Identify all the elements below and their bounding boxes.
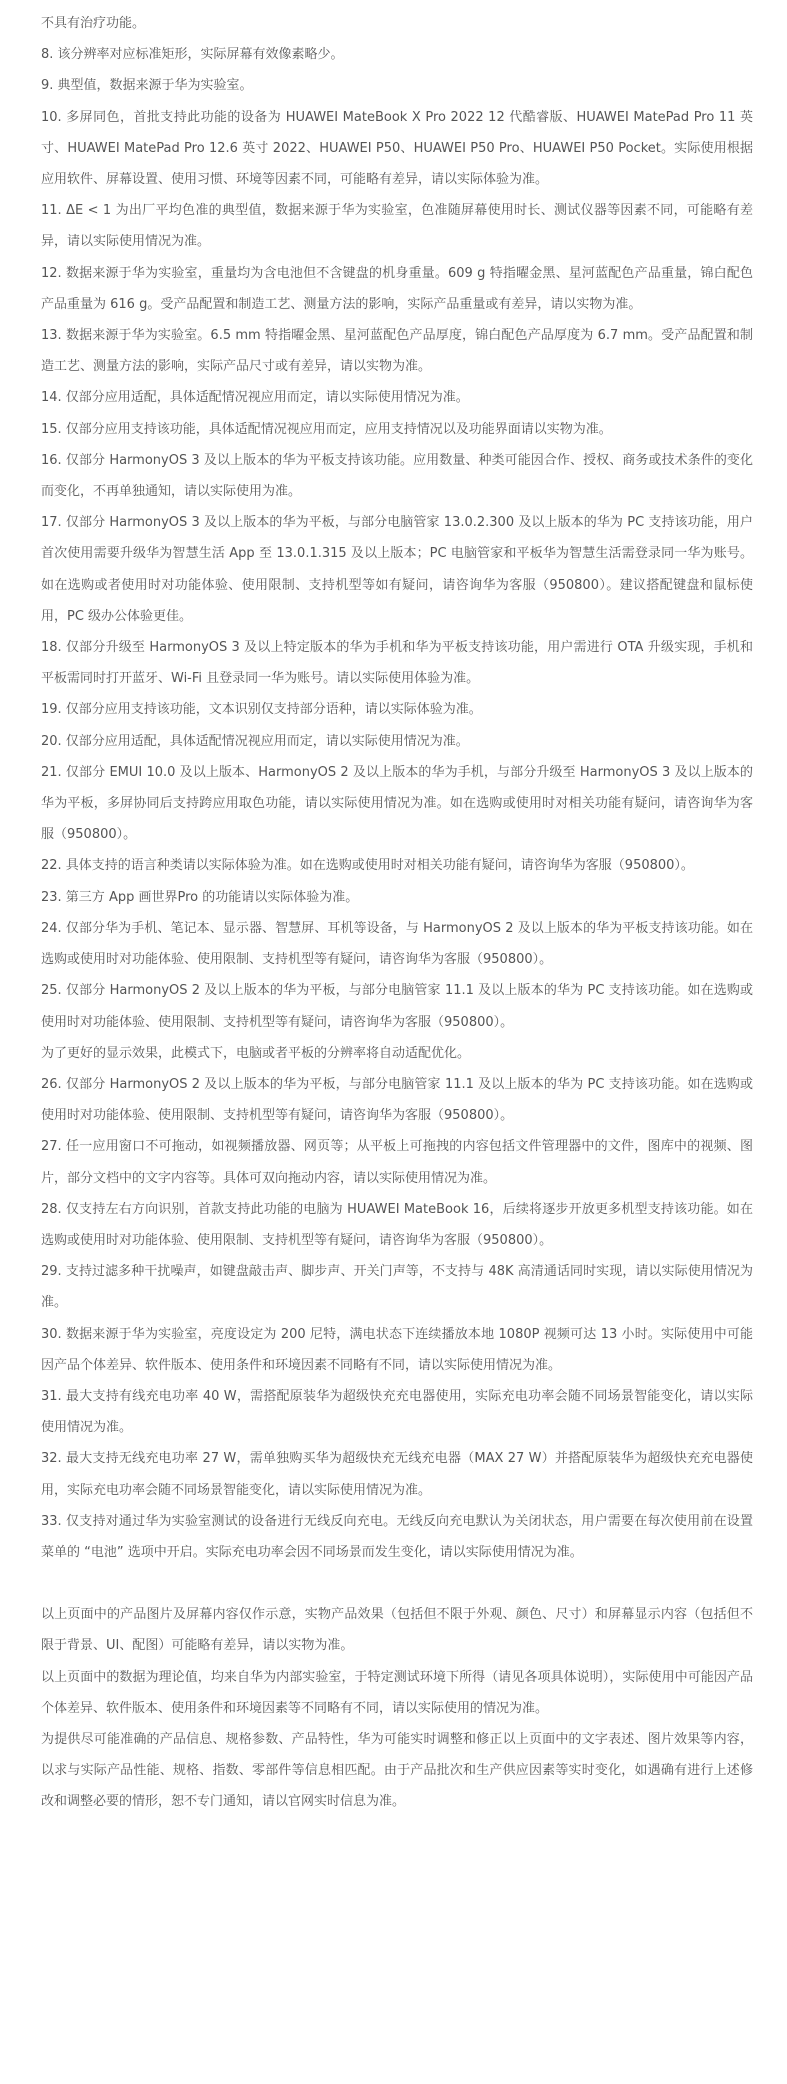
footnote-25-note: 为了更好的显示效果，此模式下，电脑或者平板的分辨率将自动适配优化。	[41, 1045, 471, 1061]
footnote-26: 26. 仅部分 HarmonyOS 2 及以上版本的华为平板，与部分电脑管家 11.1 及以上版本的华为 PC 支持该功能。如在选购或使用时对功能体验、使用限制、支持机型等有疑问，请咨询华为客服（950800）。	[41, 1076, 753, 1124]
footnote-24: 24. 仅部分华为手机、笔记本、显示器、智慧屏、耳机等设备，与 HarmonyOS 2 及以上版本的华为平板支持该功能。如在选购或使用时对功能体验、使用限制、支持机型等有疑问，请咨询华为客服（950800）。	[41, 920, 753, 968]
footnote-22: 22. 具体支持的语言种类请以实际体验为准。如在选购或使用时对相关功能有疑问，请咨询华为客服（950800）。	[41, 858, 694, 874]
footnote-29: 29. 支持过滤多种干扰噪声，如键盘敲击声、脚步声、开关门声等，不支持与 48K 高清通话同时实现，请以实际使用情况为准。	[41, 1264, 753, 1311]
section-spacer	[41, 1568, 753, 1599]
footnote-7-tail: 不具有治疗功能。	[41, 16, 146, 31]
footnote-13: 13. 数据来源于华为实验室。6.5 mm 特指曜金黑、星河蓝配色产品厚度，锦白配色产品厚度为 6.7 mm。受产品配置和制造工艺、测量方法的影响，实际产品尺寸或有差异，请以实物为准。	[41, 328, 753, 375]
footnote-30: 30. 数据来源于华为实验室，亮度设定为 200 尼特，满电状态下连续播放本地 1080P 视频可达 13 小时。实际使用中可能因产品个体差异、软件版本、使用条件和环境因素不同略有不同，请以实际使用情况为准。	[41, 1326, 753, 1373]
footnote-16: 16. 仅部分 HarmonyOS 3 及以上版本的华为平板支持该功能。应用数量、种类可能因合作、授权、商务或技术条件的变化而变化，不再单独通知，请以实际使用为准。	[41, 452, 753, 500]
disclaimer-data: 以上页面中的数据为理论值，均来自华为内部实验室，于特定测试环境下所得（请见各项具体说明），实际使用中可能因产品个体差异、软件版本、使用条件和环境因素等不同略有不同，请以实际使用的情况为准。	[41, 1669, 753, 1716]
footnote-20: 20. 仅部分应用适配，具体适配情况视应用而定，请以实际使用情况为准。	[41, 733, 469, 749]
footnote-18: 18. 仅部分升级至 HarmonyOS 3 及以上特定版本的华为手机和华为平板支持该功能，用户需进行 OTA 升级实现，手机和平板需同时打开蓝牙、Wi-Fi 且登录同一华为账号。请以实际使用体验为准。	[41, 640, 753, 687]
footnote-28: 28. 仅支持左右方向识别，首款支持此功能的电脑为 HUAWEI MateBook 16，后续将逐步开放更多机型支持该功能。如在选购或使用时对功能体验、使用限制、支持机型等有疑问，请咨询华为客服（950800）。	[41, 1201, 753, 1248]
footnote-17: 17. 仅部分 HarmonyOS 3 及以上版本的华为平板，与部分电脑管家 13.0.2.300 及以上版本的华为 PC 支持该功能，用户首次使用需要升级华为智慧生活 App 至 13.0.1.315 及以上版本；PC 电脑管家和平板华为智慧生活需登录同一华为账号。如在选购或者使用时对功能体验、使用限制、支持机型等如有疑问，请咨询华为客服（950800）。建议搭配键盘和鼠标使用，PC 级办公体验更佳。	[41, 515, 753, 624]
footnote-9: 9. 典型值，数据来源于华为实验室。	[41, 78, 253, 94]
footnote-11: 11. ΔE < 1 为出厂平均色准的典型值，数据来源于华为实验室，色准随屏幕使用时长、测试仪器等因素不同，可能略有差异，请以实际使用情况为准。	[41, 203, 753, 250]
disclaimer-images: 以上页面中的产品图片及屏幕内容仅作示意，实物产品效果（包括但不限于外观、颜色、尺寸）和屏幕显示内容（包括但不限于背景、UI、配图）可能略有差异，请以实物为准。	[41, 1607, 753, 1654]
footnote-14: 14. 仅部分应用适配，具体适配情况视应用而定，请以实际使用情况为准。	[41, 390, 469, 406]
footnote-33: 33. 仅支持对通过华为实验室测试的设备进行无线反向充电。无线反向充电默认为关闭状态，用户需要在每次使用前在设置菜单的 “电池” 选项中开启。实际充电功率会因不同场景而发生变化，请以实际使用情况为准。	[41, 1513, 753, 1560]
footnote-12: 12. 数据来源于华为实验室，重量均为含电池但不含键盘的机身重量。609 g 特指曜金黑、星河蓝配色产品重量，锦白配色产品重量为 616 g。受产品配置和制造工艺、测量方法的影响，实际产品重量或有差异，请以实物为准。	[41, 265, 753, 312]
footnote-15: 15. 仅部分应用支持该功能，具体适配情况视应用而定，应用支持情况以及功能界面请以实物为准。	[41, 421, 612, 437]
footnote-27: 27. 任一应用窗口不可拖动，如视频播放器、网页等；从平板上可拖拽的内容包括文件管理器中的文件，图库中的视频、图片，部分文档中的文字内容等。具体可双向拖动内容，请以实际使用情况为准。	[41, 1139, 753, 1186]
footnote-32: 32. 最大支持无线充电功率 27 W，需单独购买华为超级快充无线充电器（MAX 27 W）并搭配原装华为超级快充充电器使用，实际充电功率会随不同场景智能变化，请以实际使用情况为准。	[41, 1451, 753, 1498]
footnote-23: 23. 第三方 App 画世界Pro 的功能请以实际体验为准。	[41, 889, 359, 905]
footnotes-section	[41, 8, 753, 1818]
footnote-21: 21. 仅部分 EMUI 10.0 及以上版本、HarmonyOS 2 及以上版本的华为手机，与部分升级至 HarmonyOS 3 及以上版本的华为平板，多屏协同后支持跨应用取色功能，请以实际使用情况为准。如在选购或使用时对相关功能有疑问，请咨询华为客服（950800）。	[41, 764, 753, 843]
footnote-25: 25. 仅部分 HarmonyOS 2 及以上版本的华为平板，与部分电脑管家 11.1 及以上版本的华为 PC 支持该功能。如在选购或使用时对功能体验、使用限制、支持机型等有疑问，请咨询华为客服（950800）。	[41, 983, 753, 1030]
footnote-10: 10. 多屏同色，首批支持此功能的设备为 HUAWEI MateBook X Pro 2022 12 代酷睿版、HUAWEI MatePad Pro 11 英寸、HUAWEI MatePad Pro 12.6 英寸 2022、HUAWEI P50、HUAWEI P50 Pro、HUAWEI P50 Pocket。实际使用根据应用软件、屏幕设置、使用习惯、环境等因素不同，可能略有差异，请以实际体验为准。	[41, 109, 753, 188]
footnote-8: 8. 该分辨率对应标准矩形，实际屏幕有效像素略少。	[41, 47, 344, 63]
footnote-19: 19. 仅部分应用支持该功能，文本识别仅支持部分语种，请以实际体验为准。	[41, 702, 482, 718]
footnote-31: 31. 最大支持有线充电功率 40 W，需搭配原装华为超级快充充电器使用，实际充电功率会随不同场景智能变化，请以实际使用情况为准。	[41, 1388, 753, 1436]
disclaimer-updates: 为提供尽可能准确的产品信息、规格参数、产品特性，华为可能实时调整和修正以上页面中的文字表述、图片效果等内容，以求与实际产品性能、规格、指数、零部件等信息相匹配。由于产品批次和生产供应因素等实时变化，如遇确有进行上述修改和调整必要的情形，恕不专门通知，请以官网实时信息为准。	[41, 1731, 753, 1810]
